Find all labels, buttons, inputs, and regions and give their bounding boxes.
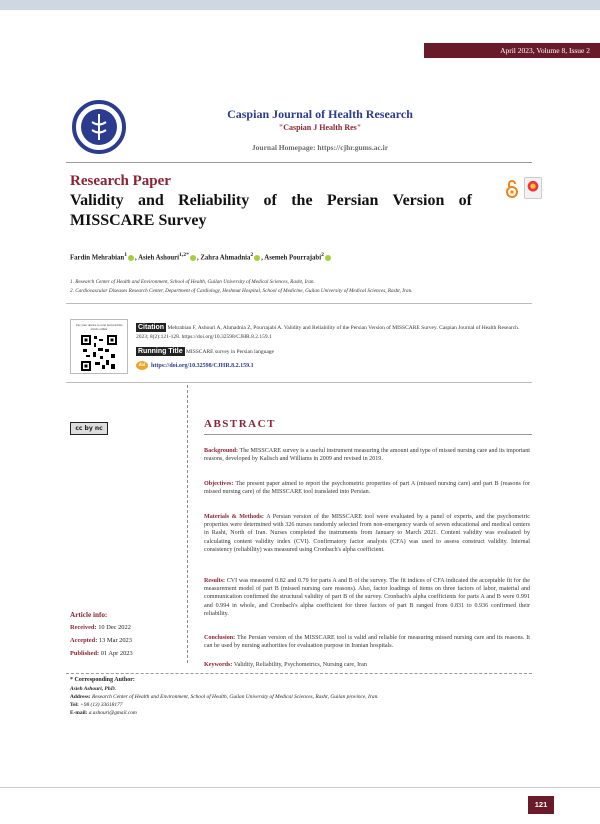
citation-label: Citation bbox=[138, 324, 165, 331]
qr-caption: Use your device to scan and read the article online bbox=[75, 323, 123, 331]
orcid-icon[interactable] bbox=[254, 255, 260, 261]
citation-text: Mehrabian F, Ashouri A, Ahmadnia Z, Pourrajabi A. Validity and Reliability of the Persian Version of MISSCARE Survey. Caspian Journal of Health Research. 2023; 8(2):121-128. https://doi.org/10.32598/CJHR.8.2.159.1 bbox=[136, 325, 520, 340]
corresponding-email: E-mail: a.ashouri@gmail.com bbox=[70, 710, 137, 716]
doi-block bbox=[136, 361, 254, 370]
corresponding-tel: Tel: +98 (13) 33618177 bbox=[70, 702, 123, 708]
abstract-results: Results: CVI was measured 0.82 and 0.79 for parts A and B of the survey. The fit indices of CFA indicated the acceptable fit for the measurement model of part B (missed nursing care reasons). Also, factor loadings of items on three factors of labor, material and communication confirmed the structural validity of part B of the survey. Cronbach's alpha coefficients for parts A and B were 0.991 and 0.994 in whole, and Cronbach's alpha coefficient for three factors of part B ranged from 0.831 to 0.936 confirmed their reliability. bbox=[204, 578, 530, 617]
article-type: Research Paper bbox=[70, 173, 171, 189]
affiliation-divider bbox=[66, 303, 532, 304]
affiliation: 2. Cardiovascular Diseases Research Center, Department of Cardiology, Heshmat Hospital, School of Medicine, Guilan University of Medical Sciences, Rasht, Iran. bbox=[70, 288, 413, 294]
abstract-conclusion: Conclusion: The Persian version of the MISSCARE tool is valid and reliable for measuring missed nursing care and its reasons. It can be used by nursing authorities for evaluation purpose in Iranian hospitals. bbox=[204, 635, 530, 650]
doi-link[interactable]: https://doi.org/10.32598/CJHR.8.2.159.1 bbox=[151, 362, 254, 369]
citation-divider bbox=[66, 382, 532, 383]
affiliation: 1. Research Center of Health and Environment, School of Health, Guilan University of Medical Sciences, Rasht, Iran. bbox=[70, 279, 315, 285]
abstract-rule bbox=[204, 434, 532, 435]
abstract-heading: ABSTRACT bbox=[204, 418, 276, 430]
qr-box bbox=[70, 319, 128, 374]
open-access-icon bbox=[505, 179, 519, 199]
top-band bbox=[0, 0, 600, 10]
citation-block bbox=[136, 323, 526, 342]
article-info-heading: Article info: bbox=[70, 611, 108, 619]
doi-icon: doi bbox=[136, 361, 148, 370]
bottom-rule bbox=[0, 787, 600, 788]
qr-code-icon[interactable] bbox=[80, 334, 118, 372]
orcid-icon[interactable] bbox=[325, 255, 331, 261]
author-list: Fardin Mehrabian$^1$ , Asieh Ashouri$^{1,2*}$ , Zahra Ahmadnia$^2$ , Asemeh Pourrajabi$^2$ bbox=[70, 252, 332, 261]
abstract-background: Background: The MISSCARE survey is a useful instrument measuring the amount and type of missed nursing care and its important reasons, developed by Kalisch and Williams in 2009 and revised in 2019. bbox=[204, 448, 530, 463]
author-name: Asieh Ashouri bbox=[138, 254, 180, 262]
abstract-methods: Materials & Methods: A Persian version of the MISSCARE tool were evaluated by a panel of experts, and the psychometric properties were determined with 326 nurses randomly selected from non-emergency wards of seven educational and medical centers in Rasht, North of Iran. Nurses completed the instruments from January to March 2021. Content validity was evaluated by calculating content validity index (CVI). Confirmatory factor analysis (CFA) was used to assess construct validity. Internal consistency (reliability) was measured using Cronbach's alpha coefficient. bbox=[204, 514, 530, 553]
footer-divider bbox=[66, 673, 532, 674]
column-divider bbox=[187, 385, 188, 663]
orcid-icon[interactable] bbox=[128, 255, 134, 261]
received-date: Received: 10 Dec 2022 bbox=[70, 624, 131, 631]
journal-abbreviation: "Caspian J Health Res" bbox=[278, 123, 362, 132]
corresponding-heading: * Corresponding Author: bbox=[70, 677, 135, 683]
page-number: 121 bbox=[528, 796, 554, 814]
corresponding-address: Address: Research Center of Health and Environment, School of Health, Guilan University of Medical Sciences, Rasht, Guilan province, Iran. bbox=[70, 694, 379, 700]
article-title: Validity and Reliability of the Persian Version of MISSCARE Survey bbox=[70, 192, 472, 229]
author-name: Asemeh Pourrajabi bbox=[264, 254, 322, 262]
header-divider bbox=[66, 162, 532, 163]
author-name: Zahra Ahmadnia bbox=[200, 254, 251, 262]
journal-title: Caspian Journal of Health Research bbox=[227, 107, 413, 121]
abstract-objectives: Objectives: The present paper aimed to report the psychometric properties of part A (missed nursing care) and part B (reasons for missed nursing care) of the MISSCARE tool translated into Persian. bbox=[204, 481, 530, 496]
running-title-label: Running Title bbox=[138, 348, 183, 355]
journal-homepage[interactable]: Journal Homepage: https://cjhr.gums.ac.ir bbox=[251, 143, 389, 152]
corresponding-name: Asieh Ashouri, PhD. bbox=[70, 686, 116, 692]
author-name: Fardin Mehrabian bbox=[70, 254, 125, 262]
orcid-icon[interactable] bbox=[190, 255, 196, 261]
running-title-text: MISSCARE survey in Persian language bbox=[185, 349, 274, 355]
cc-license-icon[interactable]: cc by nc bbox=[70, 422, 108, 435]
abstract-keywords: Keywords: Validity, Reliability, Psychometrics, Nursing care, Iran bbox=[204, 662, 367, 668]
accepted-date: Accepted: 13 Mar 2023 bbox=[70, 637, 132, 644]
running-title-block bbox=[136, 347, 274, 356]
issue-banner: April 2023, Volume 8, Issue 2 bbox=[424, 43, 600, 58]
crossmark-icon[interactable] bbox=[524, 177, 542, 199]
published-date: Published: 01 Apr 2023 bbox=[70, 650, 133, 657]
journal-logo-icon bbox=[72, 100, 126, 154]
